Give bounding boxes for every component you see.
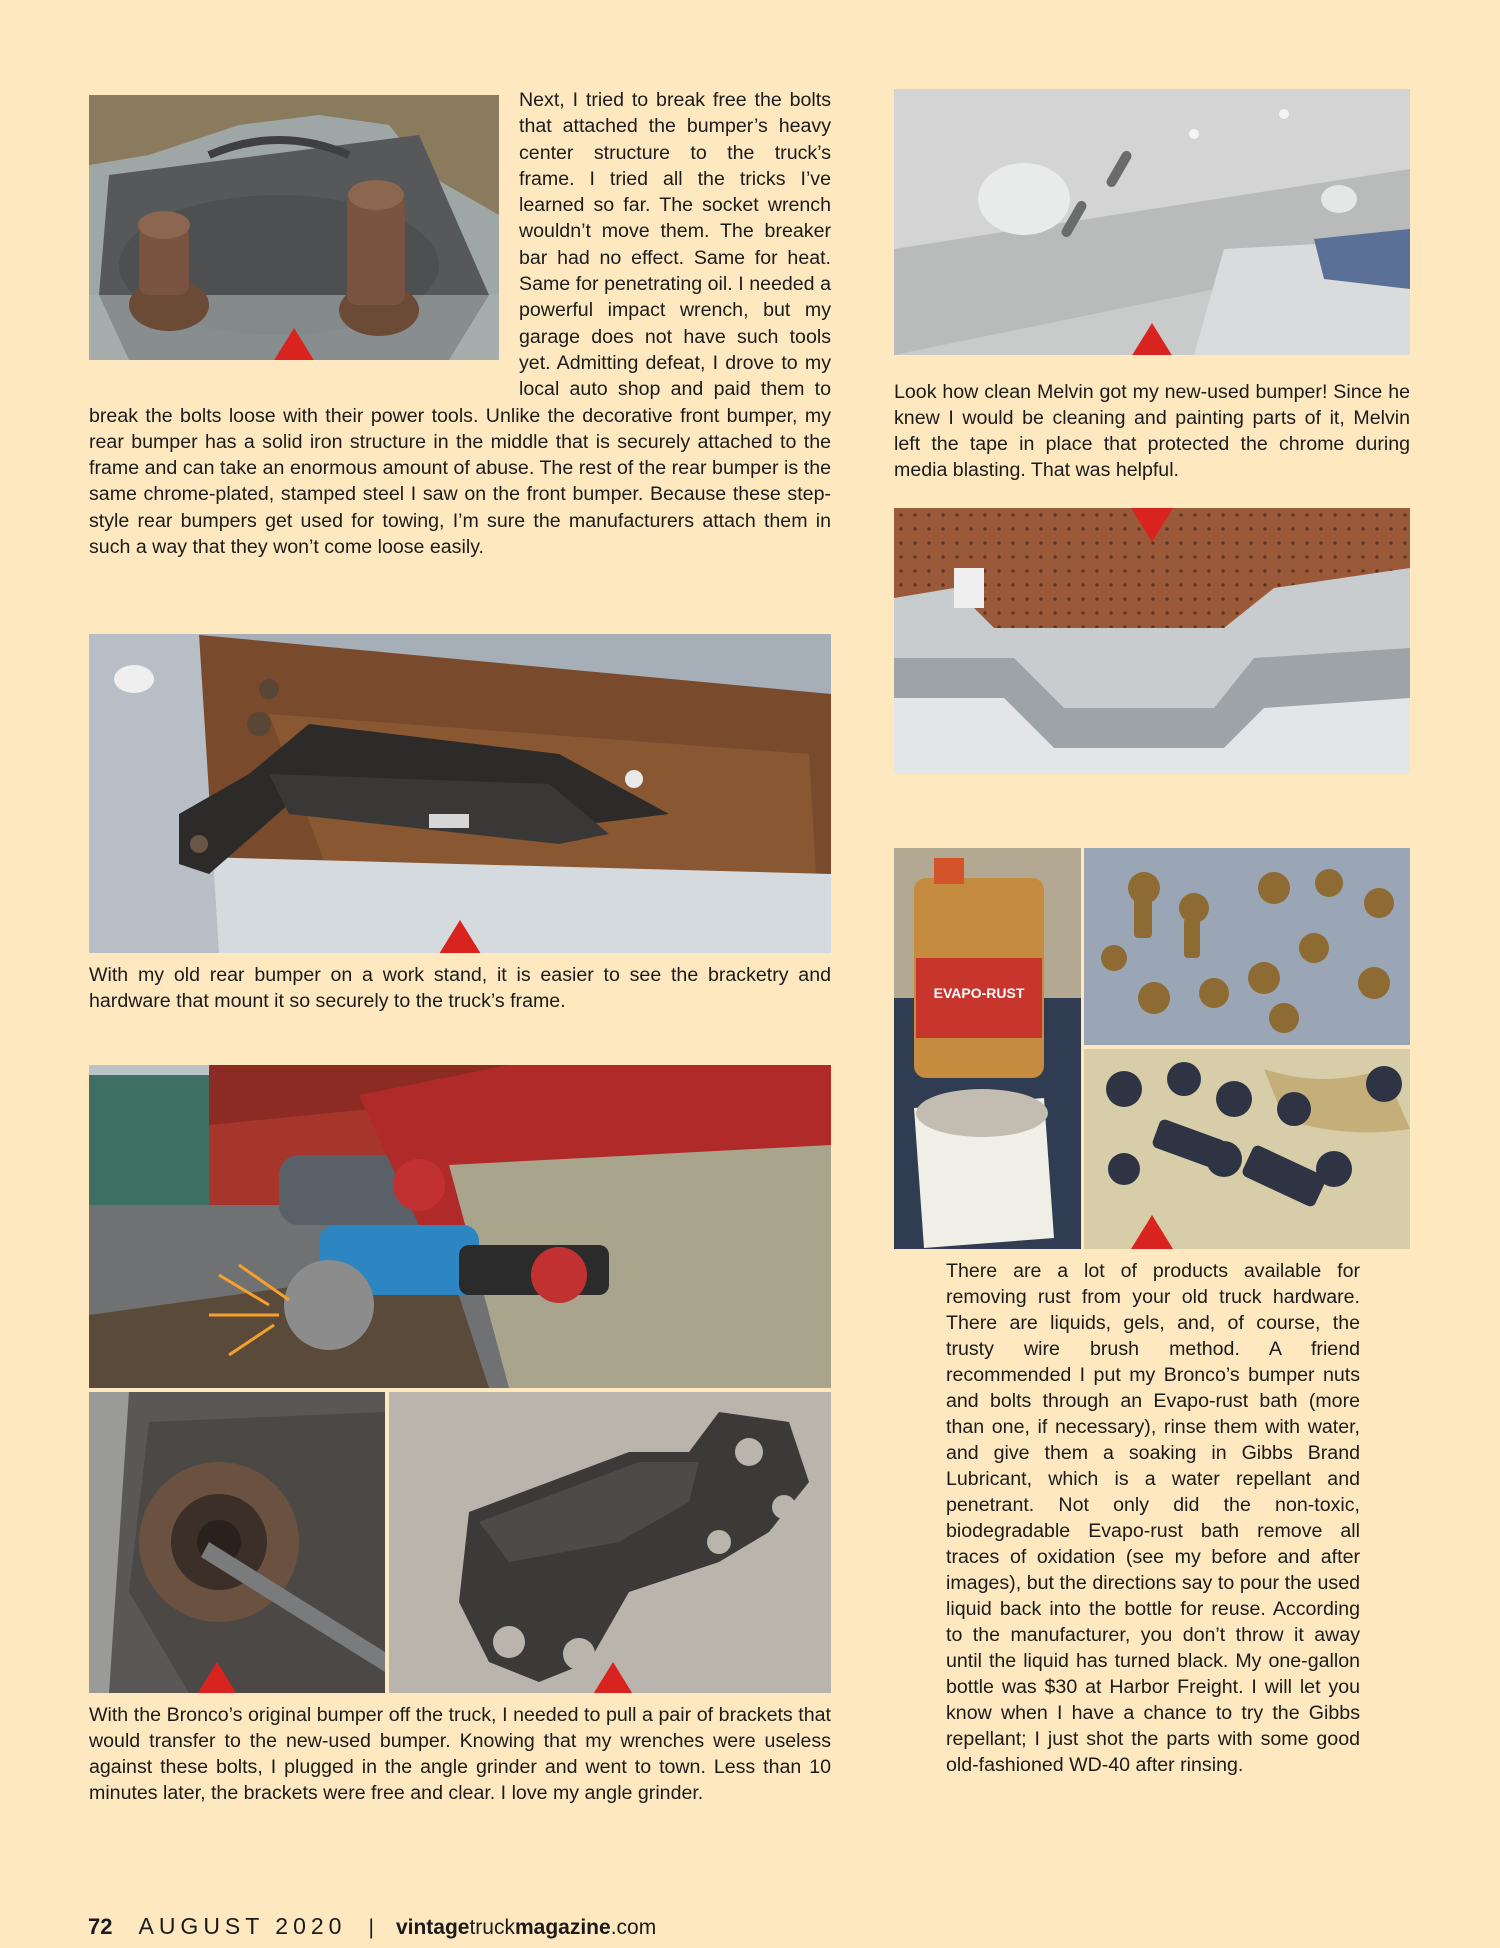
- site-part-magazine: magazine: [514, 1916, 611, 1939]
- site-part-tld: .com: [610, 1916, 657, 1939]
- photo-clean-bumper: [894, 89, 1410, 355]
- photo-angle-grinder: [89, 1065, 831, 1388]
- photo-evapo-rust-bottle: [894, 848, 1081, 1249]
- footer-separator: |: [368, 1916, 374, 1939]
- page-number: 72: [88, 1914, 113, 1939]
- callout-triangle-icon: [592, 1662, 634, 1693]
- callout-triangle-icon: [439, 920, 481, 953]
- callout-triangle-icon: [196, 1662, 238, 1693]
- photo-bolts-before: [1084, 848, 1410, 1045]
- intro-paragraph: [89, 87, 831, 560]
- callout-triangle-icon: [1131, 323, 1173, 355]
- issue-date: AUGUST 2020: [138, 1913, 347, 1939]
- caption-clean: Look how clean Melvin got my new-used bumper! Since he knew I would be cleaning and painting parts of it, Melvin left the tape in place that protected the chrome during media blasting. That was helpful.: [894, 381, 1410, 481]
- page-footer: [88, 1913, 656, 1943]
- site-part-vintage: vintage: [395, 1916, 470, 1939]
- intro-text: Next, I tried to break free the bolts that attached the bumper’s heavy center structure to the truck’s frame. I tried all the tricks I’ve learned so far. The socket wrench wouldn’t move them. The breaker bar had no effect. Same for heat. Same for penetrating oil. I needed a powerful impact wrench, but my garage does not have such tools yet. Admitting defeat, I drove to my local auto shop and paid them to break the bolts loose with their power tools. Unlike the decorative front bumper, my rear bumper has a solid iron structure in the middle that is securely attached to the frame and can take an enormous amount of abuse. The rest of the rear bumper is the same chrome-plated, stamped steel I saw on the front bumper. Because these step-style rear bumpers get used for towing, I’m sure the manufacturers attach them in such a way that they won’t come loose easily.: [89, 89, 831, 559]
- photo-removed-bracket: [389, 1392, 831, 1693]
- caption-work-stand: With my old rear bumper on a work stand, it is easier to see the bracketry and hardware that mount it so securely to the truck’s frame.: [89, 964, 831, 1012]
- callout-triangle-icon: [1131, 508, 1173, 542]
- photo-bumper-work-stand: [89, 634, 831, 953]
- bottle-label: EVAPO-RUST: [933, 985, 1025, 1001]
- caption-rust: There are a lot of products available for removing rust from your old truck hardware. There are liquids, gels, and, of course, the trusty wire brush method. A friend recommended I put my Bronco’s bumper nuts and bolts through an Evapo-rust bath (more than one, if necessary), rinse them with water, and give them a soaking in Gibbs Brand Lubricant, which is a water repellant and penetrant. Not only did the non-toxic, biodegradable Evapo-rust bath remove all traces of oxidation (see my before and after images), but the directions say to pour the used liquid back into the bottle for reuse. According to the manufacturer, you don’t throw it away until the liquid has turned black. My one-gallon bottle was $30 at Harbor Freight. I will let you know when I have a chance to try the Gibbs repellant; I just shot the parts with some good old-fashioned WD-40 after rinsing.: [946, 1260, 1360, 1776]
- photo-bumper-pegboard: [894, 508, 1410, 774]
- photo-bracket-bolt: [89, 1392, 385, 1693]
- callout-triangle-icon: [1131, 1215, 1173, 1249]
- site-url[interactable]: [396, 1916, 656, 1940]
- caption-grinder: With the Bronco’s original bumper off the truck, I needed to pull a pair of brackets that would transfer to the new-used bumper. Knowing that my wrenches were useless against these bolts, I plugged in the angle grinder and went to town. Less than 10 minutes later, the brackets were free and clear. I love my angle grinder.: [89, 1704, 831, 1804]
- float-spacer: [89, 87, 519, 395]
- site-part-truck: truck: [469, 1916, 515, 1939]
